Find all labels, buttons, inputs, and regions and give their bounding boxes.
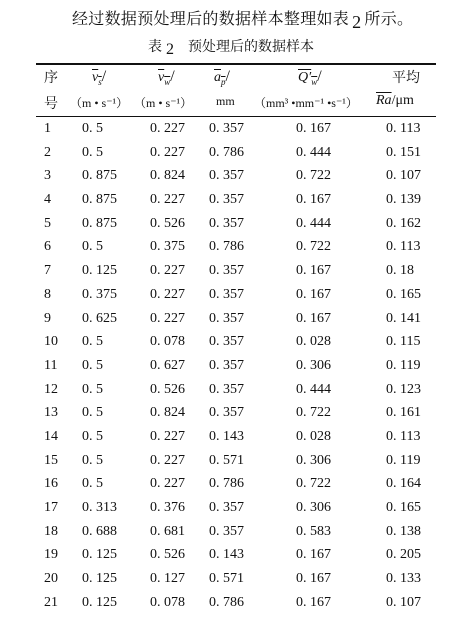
cell-index: 11 — [44, 357, 58, 373]
cell-qw: 0. 444 — [296, 144, 331, 160]
cell-vw: 0. 227 — [150, 452, 185, 468]
cell-ap: 0. 786 — [209, 144, 244, 160]
cell-ra: 0. 165 — [386, 500, 421, 515]
cell-vs: 0. 5 — [82, 239, 103, 255]
table-row — [0, 571, 452, 595]
cell-ra: 0. 107 — [386, 594, 421, 610]
table-row — [0, 476, 452, 500]
table-row — [0, 145, 452, 169]
cell-vs: 0. 875 — [82, 168, 117, 184]
cell-index: 16 — [44, 476, 58, 492]
cell-index: 4 — [44, 192, 51, 208]
cell-vs: 0. 5 — [82, 452, 103, 468]
intro-table-ref: 2 — [352, 12, 362, 32]
cell-index: 19 — [44, 547, 58, 563]
cell-ra: 0. 123 — [386, 381, 421, 397]
cell-qw: 0. 167 — [296, 594, 331, 610]
cell-index: 8 — [44, 286, 51, 302]
cell-ra: 0. 151 — [386, 144, 421, 160]
cell-vw: 0. 681 — [150, 523, 185, 539]
cell-ra: 0. 133 — [386, 571, 421, 587]
header-index-line1: 序 — [44, 70, 58, 86]
cell-ap: 0. 571 — [209, 452, 244, 468]
cell-ra: 0. 139 — [386, 192, 421, 208]
cell-vs: 0. 375 — [82, 286, 117, 302]
header-vw-unit: （m • s⁻¹） — [134, 96, 193, 110]
cell-vs: 0. 625 — [82, 310, 117, 326]
cell-ra: 0. 205 — [386, 547, 421, 563]
table-row — [0, 121, 452, 145]
cell-qw: 0. 722 — [296, 405, 331, 421]
header-ra-line1: 平均 — [392, 70, 420, 86]
table-body — [0, 121, 452, 618]
cell-ap: 0. 357 — [209, 215, 244, 231]
cell-vs: 0. 313 — [82, 500, 117, 515]
cell-ra: 0. 107 — [386, 168, 421, 184]
cell-vs: 0. 5 — [82, 381, 103, 397]
cell-ra: 0. 113 — [386, 121, 421, 136]
table-row — [0, 382, 452, 406]
cell-vw: 0. 824 — [150, 168, 185, 184]
cell-index: 12 — [44, 381, 58, 397]
cell-qw: 0. 722 — [296, 476, 331, 492]
cell-vw: 0. 227 — [150, 144, 185, 160]
cell-qw: 0. 444 — [296, 215, 331, 231]
intro-text: 经过数据预处理后的数据样本整理如表 — [72, 9, 350, 28]
cell-ap: 0. 357 — [209, 405, 244, 421]
cell-vw: 0. 227 — [150, 263, 185, 279]
cell-vs: 0. 5 — [82, 121, 103, 136]
table-caption — [148, 36, 314, 56]
cell-ra: 0. 113 — [386, 428, 421, 444]
cell-qw: 0. 306 — [296, 500, 331, 515]
table-row — [0, 263, 452, 287]
cell-index: 9 — [44, 310, 51, 326]
table-row — [0, 216, 452, 240]
header-qw-unit: （mm³ •mm⁻¹ •s⁻¹） — [254, 96, 358, 110]
cell-vs: 0. 5 — [82, 476, 103, 492]
cell-qw: 0. 167 — [296, 121, 331, 136]
cell-ap: 0. 357 — [209, 121, 244, 136]
cell-qw: 0. 167 — [296, 263, 331, 279]
table-top-rule — [36, 63, 436, 65]
cell-index: 15 — [44, 452, 58, 468]
cell-vw: 0. 526 — [150, 381, 185, 397]
table-row — [0, 524, 452, 548]
cell-ap: 0. 357 — [209, 168, 244, 184]
cell-qw: 0. 306 — [296, 452, 331, 468]
header-ap-unit: mm — [216, 94, 235, 108]
cell-vs: 0. 125 — [82, 594, 117, 610]
table-row — [0, 287, 452, 311]
cell-qw: 0. 722 — [296, 239, 331, 255]
cell-ap: 0. 357 — [209, 357, 244, 373]
cell-ra: 0. 164 — [386, 476, 421, 492]
cell-index: 18 — [44, 523, 58, 539]
table-row — [0, 311, 452, 335]
cell-vs: 0. 5 — [82, 405, 103, 421]
cell-ap: 0. 571 — [209, 571, 244, 587]
cell-ap: 0. 357 — [209, 192, 244, 208]
cell-ap: 0. 786 — [209, 594, 244, 610]
cell-vw: 0. 227 — [150, 310, 185, 326]
cell-vw: 0. 078 — [150, 594, 185, 610]
table-header-rule — [36, 116, 436, 117]
cell-qw: 0. 167 — [296, 571, 331, 587]
cell-ap: 0. 357 — [209, 286, 244, 302]
cell-ap: 0. 143 — [209, 428, 244, 444]
cell-ra: 0. 165 — [386, 286, 421, 302]
cell-vw: 0. 227 — [150, 476, 185, 492]
cell-qw: 0. 167 — [296, 310, 331, 326]
cell-vs: 0. 5 — [82, 144, 103, 160]
cell-vs: 0. 5 — [82, 334, 103, 350]
cell-vs: 0. 125 — [82, 263, 117, 279]
cell-ra: 0. 115 — [386, 334, 421, 350]
cell-ap: 0. 357 — [209, 500, 244, 515]
header-ra-symbol: $\overline{Ra}/\mu m$ — [376, 93, 414, 108]
cell-qw: 0. 444 — [296, 381, 331, 397]
cell-vs: 0. 875 — [82, 215, 117, 231]
cell-vs: 0. 688 — [82, 523, 117, 539]
cell-index: 5 — [44, 215, 51, 231]
header-qw-symbol: $Q'_w/$ — [298, 68, 322, 87]
header-index-line2: 号 — [44, 96, 58, 112]
cell-qw: 0. 028 — [296, 428, 331, 444]
cell-ap: 0. 786 — [209, 239, 244, 255]
cell-vw: 0. 227 — [150, 192, 185, 208]
cell-qw: 0. 583 — [296, 523, 331, 539]
cell-vw: 0. 227 — [150, 428, 185, 444]
cell-index: 1 — [44, 121, 51, 136]
table-row — [0, 405, 452, 429]
cell-index: 17 — [44, 500, 58, 515]
cell-index: 6 — [44, 239, 51, 255]
intro-suffix: 所示。 — [364, 9, 414, 28]
cell-qw: 0. 167 — [296, 192, 331, 208]
caption-label: 表 — [148, 39, 162, 55]
cell-ra: 0. 119 — [386, 357, 421, 373]
cell-qw: 0. 167 — [296, 286, 331, 302]
cell-vw: 0. 627 — [150, 357, 185, 373]
cell-ra: 0. 161 — [386, 405, 421, 421]
cell-ap: 0. 357 — [209, 334, 244, 350]
cell-index: 14 — [44, 428, 58, 444]
cell-ra: 0. 113 — [386, 239, 421, 255]
cell-vw: 0. 824 — [150, 405, 185, 421]
cell-ra: 0. 119 — [386, 452, 421, 468]
cell-ap: 0. 357 — [209, 381, 244, 397]
table-row — [0, 334, 452, 358]
table-row — [0, 453, 452, 477]
cell-vs: 0. 125 — [82, 571, 117, 587]
table-row — [0, 358, 452, 382]
table-row — [0, 239, 452, 263]
cell-qw: 0. 722 — [296, 168, 331, 184]
table-row — [0, 500, 452, 524]
header-vs-symbol: $v_s/$ — [92, 68, 107, 87]
table-row — [0, 192, 452, 216]
cell-vw: 0. 526 — [150, 547, 185, 563]
cell-vw: 0. 375 — [150, 239, 185, 255]
cell-vs: 0. 875 — [82, 192, 117, 208]
cell-ap: 0. 357 — [209, 263, 244, 279]
cell-index: 20 — [44, 571, 58, 587]
cell-ra: 0. 141 — [386, 310, 421, 326]
header-ap-symbol: $a_p/$ — [214, 68, 230, 87]
cell-ra: 0. 138 — [386, 523, 421, 539]
cell-qw: 0. 028 — [296, 334, 331, 350]
cell-ap: 0. 786 — [209, 476, 244, 492]
cell-index: 10 — [44, 334, 58, 350]
cell-index: 7 — [44, 263, 51, 279]
cell-vw: 0. 526 — [150, 215, 185, 231]
cell-vs: 0. 5 — [82, 428, 103, 444]
header-vs-unit: （m • s⁻¹） — [70, 96, 129, 110]
cell-ra: 0. 162 — [386, 215, 421, 231]
table-row — [0, 429, 452, 453]
cell-vw: 0. 078 — [150, 334, 185, 350]
cell-qw: 0. 167 — [296, 547, 331, 563]
cell-ra: 0. 18 — [386, 263, 414, 279]
cell-index: 13 — [44, 405, 58, 421]
cell-vw: 0. 227 — [150, 286, 185, 302]
table-row — [0, 595, 452, 619]
cell-index: 3 — [44, 168, 51, 184]
cell-ap: 0. 357 — [209, 310, 244, 326]
table-row — [0, 547, 452, 571]
cell-vw: 0. 127 — [150, 571, 185, 587]
cell-vw: 0. 227 — [150, 121, 185, 136]
table-row — [0, 168, 452, 192]
cell-ap: 0. 143 — [209, 547, 244, 563]
cell-qw: 0. 306 — [296, 357, 331, 373]
caption-title: 预处理后的数据样本 — [188, 39, 314, 55]
cell-ap: 0. 357 — [209, 523, 244, 539]
intro-sentence — [72, 6, 414, 32]
cell-index: 2 — [44, 144, 51, 160]
header-vw-symbol: $v_w/$ — [158, 68, 175, 87]
cell-index: 21 — [44, 594, 58, 610]
caption-number: 2 — [166, 41, 174, 58]
cell-vw: 0. 376 — [150, 500, 185, 515]
cell-vs: 0. 5 — [82, 357, 103, 373]
cell-vs: 0. 125 — [82, 547, 117, 563]
